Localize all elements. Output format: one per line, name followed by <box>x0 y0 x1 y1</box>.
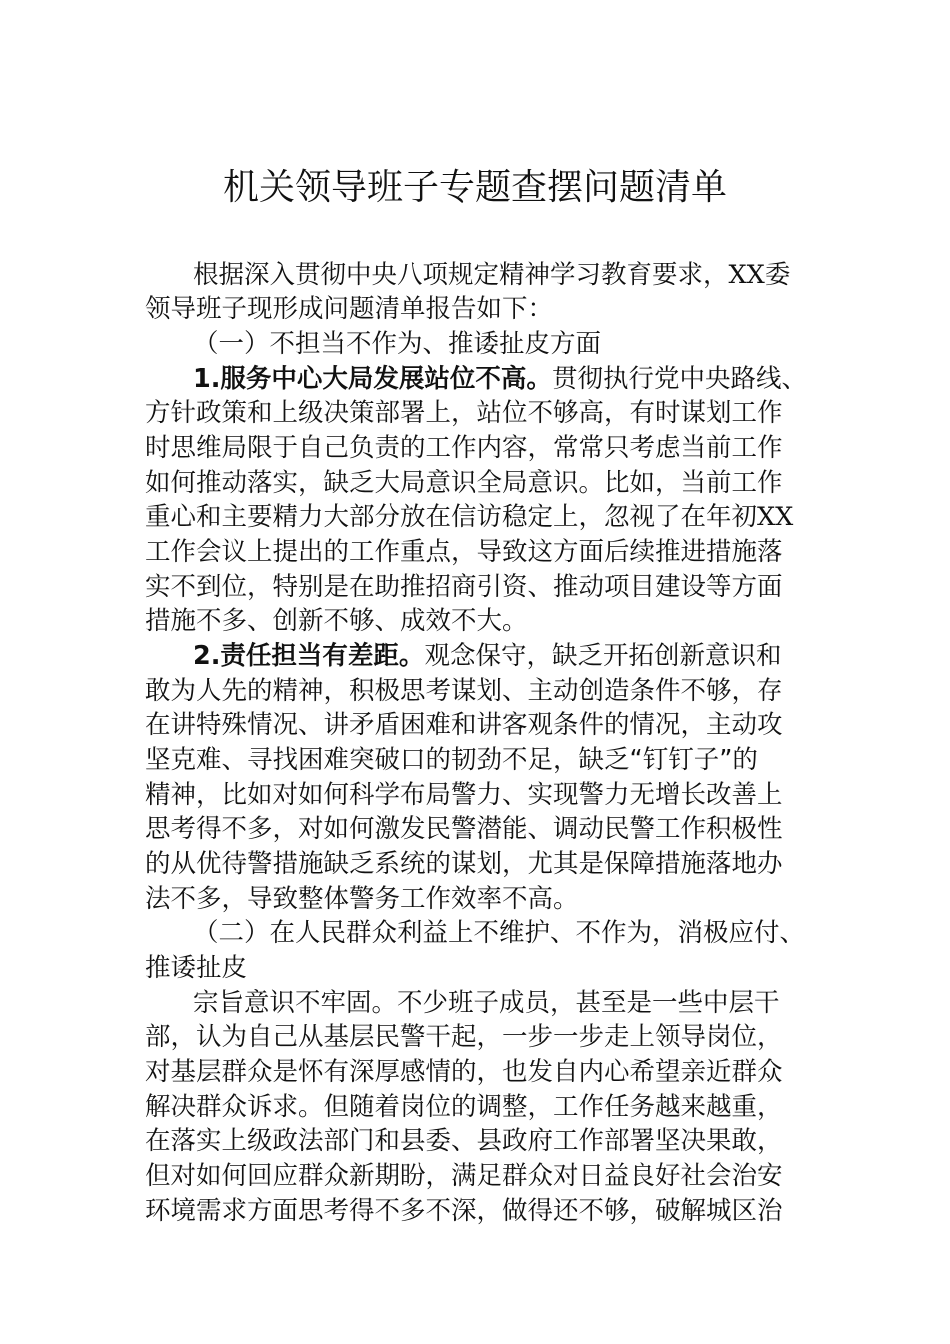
paragraph-line: 思考得不多，对如何激发民警潜能、调动民警工作积极性 <box>145 814 783 844</box>
paragraph-line: 宗旨意识不牢固。不少班子成员，甚至是一些中层干 <box>193 988 780 1018</box>
item-text: 贯彻执行党中央路线、 <box>551 364 807 394</box>
latin-text: XX <box>757 502 794 532</box>
paragraph-line: 坚克难、寻找困难突破口的韧劲不足，缺乏“钉钉子”的 <box>145 745 758 775</box>
document-title: 机关领导班子专题查摆问题清单 <box>222 167 727 208</box>
paragraph-line: 工作会议上提出的工作重点，导致这方面后续推进措施落 <box>145 537 783 567</box>
paragraph-line: 的从优待警措施缺乏系统的谋划，尤其是保障措施落地办 <box>145 849 783 879</box>
item-text: 观念保守，缺乏开拓创新意识和 <box>424 641 782 671</box>
paragraph-line: 环境需求方面思考得不多不深，做得还不够，破解城区治 <box>145 1196 783 1226</box>
latin-text: XX <box>728 260 765 290</box>
paragraph-line: 重心和主要精力大部分放在信访稳定上，忽视了在年初XX <box>145 502 794 532</box>
paragraph-line: 方针政策和上级决策部署上，站位不够高，有时谋划工作 <box>145 398 783 428</box>
paragraph-line: 时思维局限于自己负责的工作内容，常常只考虑当前工作 <box>145 433 783 463</box>
paragraph-line: 措施不多、创新不够、成效不大。 <box>145 606 528 636</box>
section-heading: 推诿扯皮 <box>145 953 248 983</box>
paragraph-line: 领导班子现形成问题清单报告如下： <box>145 294 554 324</box>
paragraph-line: 解决群众诉求。但随着岗位的调整，工作任务越来越重， <box>145 1092 783 1122</box>
paragraph-line: 根据深入贯彻中央八项规定精神学习教育要求，XX委 <box>193 260 791 290</box>
section-heading: （一）不担当不作为、推诿扯皮方面 <box>193 329 602 359</box>
paragraph-line: 在讲特殊情况、讲矛盾困难和讲客观条件的情况，主动攻 <box>145 710 783 740</box>
paragraph-line: 但对如何回应群众新期盼，满足群众对日益良好社会治安 <box>145 1161 783 1191</box>
paragraph-line: 部，认为自己从基层民警干起，一步一步走上领导岗位， <box>145 1022 783 1052</box>
paragraph-line: 法不多，导致整体警务工作效率不高。 <box>145 884 579 914</box>
paragraph-line: 精神，比如对如何科学布局警力、实现警力无增长改善上 <box>145 780 783 810</box>
paragraph-line: 如何推动落实，缺乏大局意识全局意识。比如，当前工作 <box>145 468 783 498</box>
paragraph-line: 实不到位，特别是在助推招商引资、推动项目建设等方面 <box>145 572 783 602</box>
item-heading: 1.服务中心大局发展站位不高。 <box>193 364 552 394</box>
paragraph-line: 对基层群众是怀有深厚感情的，也发自内心希望亲近群众 <box>145 1057 783 1087</box>
paragraph-line: 在落实上级政法部门和县委、县政府工作部署坚决果敢， <box>145 1126 783 1156</box>
paragraph-line <box>193 639 781 673</box>
paragraph-line <box>193 362 807 396</box>
section-heading: （二）在人民群众利益上不维护、不作为，消极应付、 <box>193 918 806 948</box>
item-heading: 2.责任担当有差距。 <box>193 641 425 671</box>
paragraph-line: 敢为人先的精神，积极思考谋划、主动创造条件不够，存 <box>145 676 783 706</box>
